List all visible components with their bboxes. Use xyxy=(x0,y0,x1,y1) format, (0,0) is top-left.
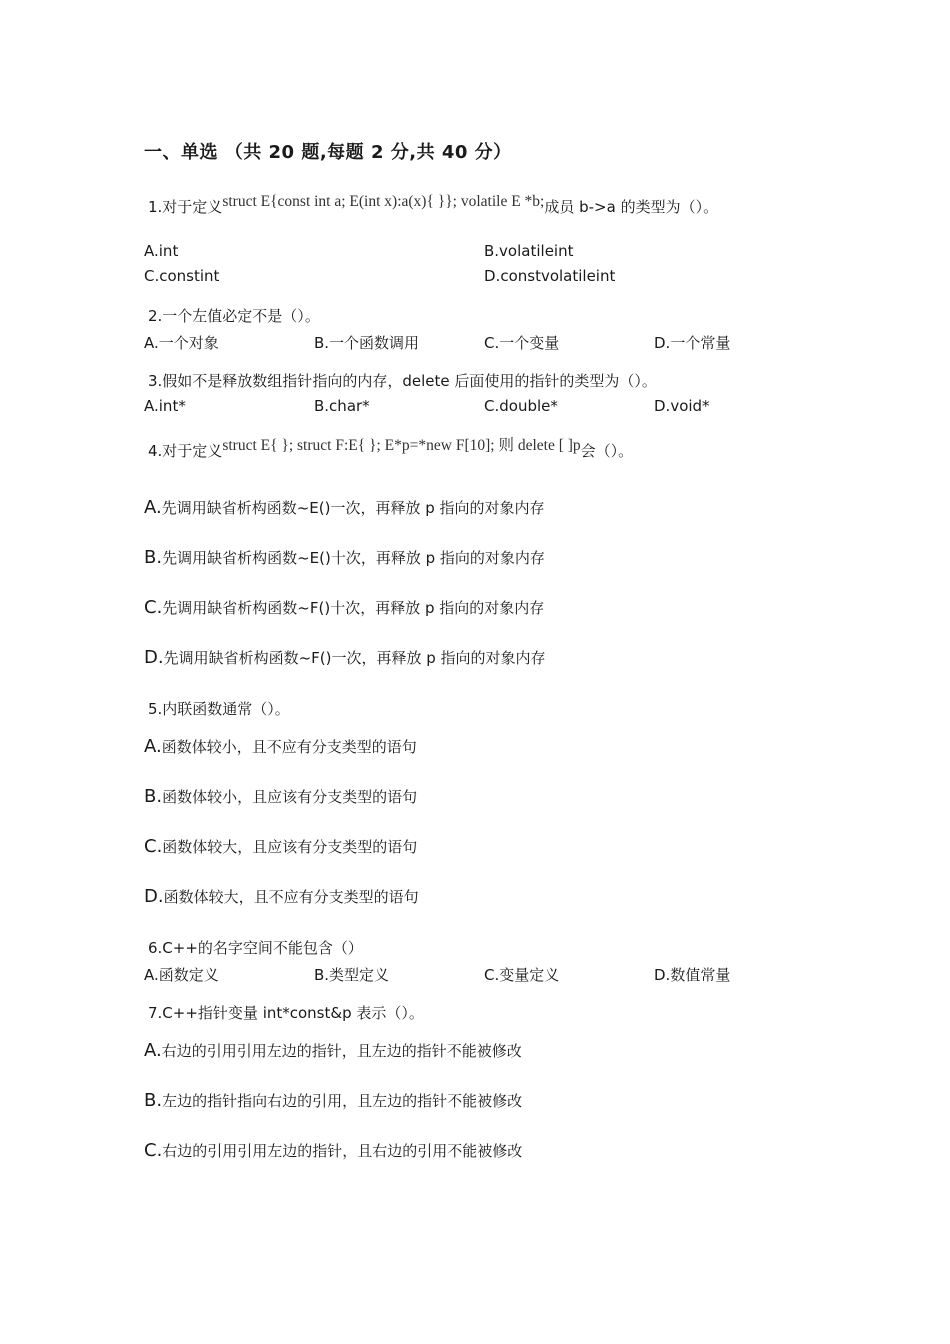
q7-option-b xyxy=(144,1090,522,1111)
q7-option-a xyxy=(144,1040,522,1061)
q4-option-b-letter: B. xyxy=(144,547,163,568)
question-1-prefix: 1.对于定义 xyxy=(148,198,223,216)
question-1-stem xyxy=(148,193,719,217)
q3-option-d: D.void* xyxy=(654,397,710,415)
q4-option-c-text: 先调用缺省析构函数~F()十次，再释放 p 指向的对象内存 xyxy=(162,599,545,617)
q4-option-d xyxy=(144,647,546,668)
question-2-stem: 2.一个左值必定不是（）。 xyxy=(148,307,320,325)
q6-option-d: D.数值常量 xyxy=(654,966,731,984)
q7-option-b-text: 左边的指针指向右边的引用，且左边的指针不能被修改 xyxy=(162,1092,523,1110)
q4-option-c-letter: C. xyxy=(144,597,163,618)
q3-option-b: B.char* xyxy=(314,397,370,415)
q5-option-c-text: 函数体较大，且应该有分支类型的语句 xyxy=(162,838,418,856)
question-6-stem: 6.C++的名字空间不能包含（） xyxy=(148,939,363,957)
q4-option-d-letter: D. xyxy=(144,647,164,668)
q5-option-a-text: 函数体较小，且不应有分支类型的语句 xyxy=(161,738,417,756)
q6-option-c: C.变量定义 xyxy=(484,966,560,984)
question-4-prefix: 4.对于定义 xyxy=(148,442,223,460)
q7-option-b-letter: B. xyxy=(144,1090,163,1111)
question-4-suffix: 会（）。 xyxy=(580,442,634,460)
question-3-stem: 3.假如不是释放数组指针指向的内存，delete 后面使用的指针的类型为（）。 xyxy=(148,372,657,390)
q5-option-c-letter: C. xyxy=(144,836,163,857)
q5-option-b-letter: B. xyxy=(144,786,163,807)
q5-option-a-letter: A. xyxy=(144,736,162,757)
question-1-code: struct E{const int a; E(int x):a(x){ }}; volatile E *b; xyxy=(222,193,545,210)
section-title: 一、单选 （共 20 题,每题 2 分,共 40 分） xyxy=(144,142,512,163)
q4-option-a-text: 先调用缺省析构函数~E()一次，再释放 p 指向的对象内存 xyxy=(161,499,545,517)
q6-option-b: B.类型定义 xyxy=(314,966,390,984)
q4-option-b-text: 先调用缺省析构函数~E()十次，再释放 p 指向的对象内存 xyxy=(162,549,545,567)
question-1-suffix: 成员 b->a 的类型为（）。 xyxy=(544,198,719,216)
q1-option-c: C.constint xyxy=(144,267,220,285)
question-4-stem xyxy=(148,439,633,461)
q4-option-a xyxy=(144,497,545,518)
q1-option-d: D.constvolatileint xyxy=(484,267,616,285)
q2-option-c: C.一个变量 xyxy=(484,334,560,352)
q3-option-a: A.int* xyxy=(144,397,186,415)
q2-option-a: A.一个对象 xyxy=(144,334,219,352)
q1-option-b: B.volatileint xyxy=(484,242,574,260)
question-7-stem: 7.C++指针变量 int*const&p 表示（）。 xyxy=(148,1004,424,1022)
q5-option-b xyxy=(144,786,417,807)
q5-option-d-letter: D. xyxy=(144,886,164,907)
q5-option-c xyxy=(144,836,417,857)
question-5-stem: 5.内联函数通常（）。 xyxy=(148,700,290,718)
q4-option-d-text: 先调用缺省析构函数~F()一次，再释放 p 指向的对象内存 xyxy=(163,649,546,667)
q4-option-b xyxy=(144,547,545,568)
q1-option-a: A.int xyxy=(144,242,179,260)
q5-option-b-text: 函数体较小，且应该有分支类型的语句 xyxy=(162,788,418,806)
q5-option-a xyxy=(144,736,417,757)
q7-option-c-text: 右边的引用引用左边的指针，且右边的引用不能被修改 xyxy=(162,1142,523,1160)
q7-option-a-letter: A. xyxy=(144,1040,162,1061)
q2-option-b: B.一个函数调用 xyxy=(314,334,420,352)
question-4-code: struct E{ }; struct F:E{ }; E*p=*new F[10]; 则 delete [ ]p xyxy=(222,437,581,454)
q7-option-c-letter: C. xyxy=(144,1140,163,1161)
q4-option-a-letter: A. xyxy=(144,497,162,518)
q5-option-d-text: 函数体较大，且不应有分支类型的语句 xyxy=(163,888,419,906)
q7-option-c xyxy=(144,1140,522,1161)
q4-option-c xyxy=(144,597,544,618)
q7-option-a-text: 右边的引用引用左边的指针，且左边的指针不能被修改 xyxy=(161,1042,522,1060)
q6-option-a: A.函数定义 xyxy=(144,966,219,984)
q3-option-c: C.double* xyxy=(484,397,558,415)
q5-option-d xyxy=(144,886,419,907)
q2-option-d: D.一个常量 xyxy=(654,334,731,352)
